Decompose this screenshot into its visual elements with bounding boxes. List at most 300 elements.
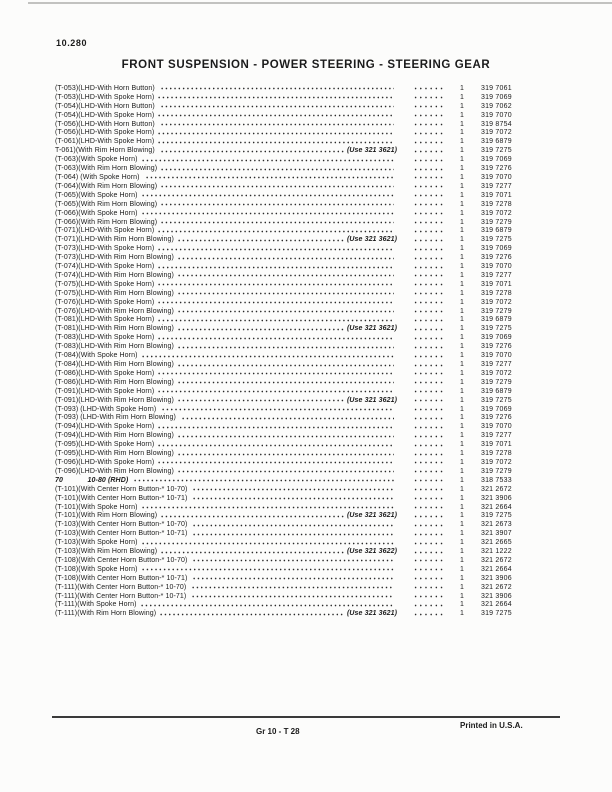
dot-group [413, 585, 443, 590]
quantity-value: 1 [460, 467, 464, 475]
quantity-value: 1 [460, 334, 464, 342]
dotted-leader [177, 363, 394, 368]
dot-group [413, 469, 443, 474]
table-row [55, 422, 529, 431]
quantity-value: 1 [460, 316, 464, 324]
part-number: 319 7061 [481, 84, 512, 92]
quantity-value: 1 [460, 263, 464, 271]
table-row [55, 129, 529, 138]
part-number: 319 7276 [481, 414, 512, 422]
top-edge-line [28, 2, 612, 4]
quantity-value: 1 [460, 120, 464, 128]
dotted-leader [177, 273, 394, 278]
dotted-leader [160, 202, 394, 207]
table-row [55, 378, 529, 387]
part-description: (T-063)(With Rim Horn Blowing) [55, 165, 158, 173]
quantity-value: 1 [460, 307, 464, 315]
part-number: 321 2664 [481, 503, 512, 511]
part-description: (T-084)(With Spoke Horn) [55, 352, 138, 360]
dotted-leader [140, 603, 395, 608]
part-description: (T-064) (With Spoke Horn) [55, 173, 142, 181]
dot-group [413, 113, 443, 118]
dot-group [413, 496, 443, 501]
dot-group [413, 149, 443, 154]
dot-group [413, 452, 443, 457]
part-number: 319 7275 [481, 610, 512, 618]
table-row [55, 102, 529, 111]
part-description: (T-103)(With Center Horn Button-* 10-71) [55, 530, 190, 538]
dotted-leader [160, 550, 344, 555]
dotted-leader [133, 478, 394, 483]
dotted-leader [157, 318, 394, 323]
table-row [55, 520, 529, 529]
dotted-leader [141, 505, 394, 510]
dot-group [413, 550, 443, 555]
table-row [55, 583, 529, 592]
dot-group [413, 104, 443, 109]
use-reference-note: (Use 321 3621) [346, 325, 397, 333]
table-row [55, 538, 529, 547]
quantity-value: 1 [460, 236, 464, 244]
part-description: (T-101)(With Center Horn Button-* 10-70) [55, 485, 190, 493]
dotted-leader [161, 407, 394, 412]
table-row [55, 414, 529, 423]
table-row [55, 556, 529, 565]
part-description: (T-103)(With Center Horn Button-* 10-70) [55, 521, 190, 529]
part-number: 319 7277 [481, 361, 512, 368]
quantity-value: 1 [460, 565, 464, 573]
dot-group [413, 407, 443, 412]
part-number: 319 7070 [481, 111, 512, 119]
part-number: 319 7069 [481, 93, 512, 101]
table-row [55, 342, 529, 351]
part-description: (T-084)(LHD-With Rim Horn Blowing) [55, 361, 174, 368]
dot-group [413, 505, 443, 510]
dot-group [413, 389, 443, 394]
table-row [55, 494, 529, 503]
dot-group [413, 95, 443, 100]
table-row [55, 485, 529, 494]
part-description: (T-074)(LHD-With Rim Horn Blowing) [55, 271, 174, 279]
table-row [55, 405, 529, 414]
quantity-value: 1 [460, 147, 464, 155]
part-description: (T-093) (LHD-With Spoke Horn) [55, 405, 159, 413]
dot-group [413, 443, 443, 448]
part-description: (T-064)(With Rim Horn Blowing) [55, 182, 158, 190]
dotted-leader [177, 345, 394, 350]
table-row [55, 227, 529, 236]
dot-group [413, 327, 443, 332]
dotted-leader [141, 567, 394, 572]
part-number: 319 7070 [481, 173, 512, 181]
part-number: 321 2664 [481, 601, 512, 609]
use-reference-note: (Use 321 3621) [346, 147, 397, 155]
part-description: (T-101)(With Spoke Horn) [55, 503, 138, 511]
dotted-leader [177, 291, 394, 296]
quantity-value: 1 [460, 369, 464, 377]
part-number: 319 7278 [481, 200, 512, 208]
part-number: 319 7277 [481, 271, 512, 279]
dot-group [413, 478, 443, 483]
part-number: 321 2673 [481, 521, 512, 529]
part-number: 319 6879 [481, 227, 512, 235]
quantity-value: 1 [460, 218, 464, 226]
part-description: (T-111)(With Center Horn Button-* 10-71) [55, 592, 189, 600]
table-row [55, 360, 529, 369]
table-row [55, 93, 529, 102]
dotted-leader [192, 523, 394, 528]
quantity-value: 1 [460, 280, 464, 288]
quantity-value: 1 [460, 102, 464, 110]
part-description: (T-074)(LHD-With Spoke Horn) [55, 263, 155, 271]
quantity-value: 1 [460, 485, 464, 493]
table-row [55, 280, 529, 289]
part-description: (T-103)(With Spoke Horn) [55, 539, 138, 547]
part-number: 319 7279 [481, 467, 512, 475]
dot-group [413, 211, 443, 216]
dot-group [413, 487, 443, 492]
part-number: 321 3906 [481, 494, 512, 502]
dot-group [413, 612, 443, 617]
dotted-leader [177, 238, 344, 243]
dotted-leader [160, 514, 344, 519]
part-number: 319 7070 [481, 352, 512, 360]
part-description: (T-111)(With Center Horn Button-* 10-70) [55, 583, 189, 591]
quantity-value: 1 [460, 503, 464, 511]
part-description: (T-061)(LHD-With Spoke Horn) [55, 138, 155, 146]
part-number: 319 6879 [481, 316, 512, 324]
part-number: 321 3906 [481, 574, 512, 582]
quantity-value: 1 [460, 173, 464, 181]
part-number: 319 7275 [481, 147, 512, 155]
dot-group [413, 460, 443, 465]
dotted-leader [160, 104, 394, 109]
dotted-leader [177, 469, 394, 474]
footer-printed-note: Printed in U.S.A. [460, 721, 523, 730]
quantity-value: 1 [460, 271, 464, 279]
footer-rule [52, 716, 560, 718]
dotted-leader [177, 398, 344, 403]
part-number: 319 7072 [481, 209, 512, 217]
dotted-leader [157, 229, 394, 234]
part-description: (T-101)(With Center Horn Button-* 10-71) [55, 494, 190, 502]
quantity-value: 1 [460, 182, 464, 190]
quantity-value: 1 [460, 254, 464, 262]
part-number: 319 7071 [481, 280, 512, 288]
dot-group [413, 345, 443, 350]
use-reference-note: (Use 321 3621) [346, 236, 397, 244]
part-number: 319 7071 [481, 441, 512, 449]
part-number: 321 3906 [481, 592, 512, 600]
quantity-value: 1 [460, 458, 464, 466]
dotted-leader [141, 158, 394, 163]
table-row [55, 209, 529, 218]
part-description: (T-071)(LHD-With Rim Horn Blowing) [55, 236, 174, 244]
dot-group [413, 175, 443, 180]
dotted-leader [157, 443, 394, 448]
dotted-leader [157, 131, 394, 136]
table-row [55, 289, 529, 298]
table-row [55, 137, 529, 146]
dot-group [413, 184, 443, 189]
table-row [55, 111, 529, 120]
quantity-value: 1 [460, 583, 464, 591]
part-description: (T-076)(LHD-With Rim Horn Blowing) [55, 307, 174, 315]
dot-group [413, 202, 443, 207]
dotted-leader [160, 86, 394, 91]
part-description: 70 10-80 (RHD) [55, 476, 131, 484]
table-row [55, 218, 529, 227]
dotted-leader [160, 167, 394, 172]
quantity-value: 1 [460, 289, 464, 297]
part-description: (T-053)(LHD-With Horn Button) [55, 84, 157, 92]
dotted-leader [160, 184, 394, 189]
table-row [55, 609, 529, 618]
table-row [55, 324, 529, 333]
part-number: 319 7275 [481, 236, 512, 244]
part-number: 319 7279 [481, 378, 512, 386]
quantity-value: 1 [460, 556, 464, 564]
dotted-leader [181, 416, 394, 421]
quantity-value: 1 [460, 156, 464, 164]
part-number: 319 8754 [481, 120, 512, 128]
table-row [55, 253, 529, 262]
dot-group [413, 416, 443, 421]
part-description: (T-065)(With Rim Horn Blowing) [55, 200, 158, 208]
dot-group [413, 220, 443, 225]
quantity-value: 1 [460, 450, 464, 458]
part-description: (T-108)(With Center Horn Button-* 10-71) [55, 574, 190, 582]
quantity-value: 1 [460, 387, 464, 395]
part-description: (T-108)(With Center Horn Button-* 10-70) [55, 556, 190, 564]
dot-group [413, 541, 443, 546]
table-row [55, 449, 529, 458]
table-row [55, 173, 529, 182]
dotted-leader [160, 220, 394, 225]
part-number: 321 2664 [481, 565, 512, 573]
quantity-value: 1 [460, 476, 464, 484]
quantity-value: 1 [460, 423, 464, 431]
use-reference-note: (Use 321 3622) [346, 548, 397, 556]
table-row [55, 120, 529, 129]
table-row [55, 396, 529, 405]
part-description: (T-056)(LHD-With Spoke Horn) [55, 129, 155, 137]
quantity-value: 1 [460, 165, 464, 173]
quantity-value: 1 [460, 396, 464, 404]
part-number: 319 7279 [481, 307, 512, 315]
dot-group [413, 318, 443, 323]
part-description: (T-081)(LHD-With Rim Horn Blowing) [55, 325, 174, 333]
dot-group [413, 229, 443, 234]
dotted-leader [192, 576, 394, 581]
quantity-value: 1 [460, 191, 464, 199]
table-row [55, 529, 529, 538]
table-row [55, 191, 529, 200]
dot-group [413, 309, 443, 314]
part-description: (T-111)(With Rim Horn Blowing) [55, 610, 157, 618]
dot-group [413, 238, 443, 243]
dot-group [413, 291, 443, 296]
dot-group [413, 122, 443, 127]
quantity-value: 1 [460, 84, 464, 92]
dotted-leader [177, 452, 394, 457]
dotted-leader [191, 594, 394, 599]
table-row [55, 164, 529, 173]
table-row [55, 476, 529, 485]
table-row [55, 440, 529, 449]
table-row [55, 503, 529, 512]
use-reference-note: (Use 321 3621) [346, 610, 397, 618]
dotted-leader [157, 425, 394, 430]
part-number: 321 2672 [481, 556, 512, 564]
table-row [55, 369, 529, 378]
part-number: 319 7279 [481, 218, 512, 226]
part-number: 319 7072 [481, 298, 512, 306]
dotted-leader [157, 336, 394, 341]
table-row [55, 512, 529, 521]
part-description: (T-091)(LHD-With Spoke Horn) [55, 387, 155, 395]
part-number: 319 7069 [481, 334, 512, 342]
part-description: (T-066)(With Rim Horn Blowing) [55, 218, 158, 226]
quantity-value: 1 [460, 521, 464, 529]
dot-group [413, 336, 443, 341]
dotted-leader [191, 585, 394, 590]
table-row [55, 351, 529, 360]
table-row [55, 574, 529, 583]
quantity-value: 1 [460, 548, 464, 556]
part-description: (T-086)(LHD-With Spoke Horn) [55, 369, 155, 377]
part-description: (T-096)(LHD-With Spoke Horn) [55, 458, 155, 466]
part-number: 319 7278 [481, 289, 512, 297]
dot-group [413, 273, 443, 278]
quantity-value: 1 [460, 245, 464, 253]
dot-group [413, 247, 443, 252]
part-number: 319 6879 [481, 387, 512, 395]
part-number: 319 7070 [481, 263, 512, 271]
part-number: 319 7275 [481, 396, 512, 404]
table-row [55, 333, 529, 342]
part-description: (T-081)(LHD-With Spoke Horn) [55, 316, 155, 324]
quantity-value: 1 [460, 405, 464, 413]
part-number: 319 7278 [481, 450, 512, 458]
quantity-value: 1 [460, 512, 464, 520]
quantity-value: 1 [460, 378, 464, 386]
dotted-leader [157, 265, 394, 270]
dotted-leader [141, 541, 394, 546]
part-description: (T-091)(LHD-With Rim Horn Blowing) [55, 396, 174, 404]
table-row [55, 601, 529, 610]
part-description: (T-053)(LHD-With Spoke Horn) [55, 93, 155, 101]
part-number: 319 7276 [481, 254, 512, 262]
dot-group [413, 434, 443, 439]
quantity-value: 1 [460, 325, 464, 333]
table-row [55, 316, 529, 325]
dotted-leader [177, 327, 344, 332]
part-description: (T-093) (LHD-With Rim Horn Blowing) [55, 414, 179, 422]
dot-group [413, 86, 443, 91]
dotted-leader [177, 309, 394, 314]
quantity-value: 1 [460, 343, 464, 351]
table-row [55, 235, 529, 244]
quantity-value: 1 [460, 361, 464, 368]
dotted-leader [192, 558, 394, 563]
quantity-value: 1 [460, 93, 464, 101]
part-number: 319 7071 [481, 191, 512, 199]
table-row [55, 262, 529, 271]
table-row [55, 298, 529, 307]
dot-group [413, 514, 443, 519]
use-reference-note: (Use 321 3621) [346, 512, 397, 520]
part-description: (T-086)(LHD-With Rim Horn Blowing) [55, 378, 174, 386]
dotted-leader [157, 95, 394, 100]
dotted-leader [157, 282, 394, 287]
dotted-leader [157, 113, 394, 118]
dotted-leader [177, 380, 394, 385]
parts-list [55, 84, 529, 618]
part-number: 319 7069 [481, 405, 512, 413]
part-description: (T-075)(LHD-With Spoke Horn) [55, 280, 155, 288]
table-row [55, 592, 529, 601]
dot-group [413, 576, 443, 581]
dot-group [413, 282, 443, 287]
part-description: (T-066)(With Spoke Horn) [55, 209, 138, 217]
dot-group [413, 256, 443, 261]
dotted-leader [141, 211, 394, 216]
part-number: 319 7069 [481, 156, 512, 164]
part-description: T-061)(With Rim Horn Blowing) [55, 147, 157, 155]
part-number: 321 2672 [481, 485, 512, 493]
part-description: (T-073)(LHD-With Spoke Horn) [55, 245, 155, 253]
quantity-value: 1 [460, 574, 464, 582]
table-row [55, 547, 529, 556]
table-row [55, 146, 529, 155]
part-description: (T-094)(LHD-With Spoke Horn) [55, 423, 155, 431]
dotted-leader [192, 532, 394, 537]
quantity-value: 1 [460, 539, 464, 547]
dot-group [413, 158, 443, 163]
part-description: (T-103)(With Rim Horn Blowing) [55, 548, 158, 556]
quantity-value: 1 [460, 441, 464, 449]
quantity-value: 1 [460, 209, 464, 217]
part-description: (T-071)(LHD-With Spoke Horn) [55, 227, 155, 235]
part-number: 319 7072 [481, 369, 512, 377]
table-row [55, 84, 529, 93]
part-number: 319 7277 [481, 182, 512, 190]
dot-group [413, 567, 443, 572]
dot-group [413, 425, 443, 430]
part-number: 321 2665 [481, 539, 512, 547]
part-number: 321 3907 [481, 530, 512, 538]
dot-group [413, 380, 443, 385]
part-description: (T-095)(LHD-With Spoke Horn) [55, 441, 155, 449]
dotted-leader [160, 149, 344, 154]
part-description: (T-063)(With Spoke Horn) [55, 156, 138, 164]
dot-group [413, 371, 443, 376]
dot-group [413, 140, 443, 145]
dot-group [413, 398, 443, 403]
dot-group [413, 193, 443, 198]
dotted-leader [177, 256, 394, 261]
quantity-value: 1 [460, 601, 464, 609]
quantity-value: 1 [460, 494, 464, 502]
part-number: 319 7072 [481, 458, 512, 466]
quantity-value: 1 [460, 610, 464, 618]
dotted-leader [157, 247, 394, 252]
part-description: (T-095)(LHD-With Rim Horn Blowing) [55, 450, 174, 458]
quantity-value: 1 [460, 530, 464, 538]
part-description: (T-083)(LHD-With Spoke Horn) [55, 334, 155, 342]
table-row [55, 155, 529, 164]
